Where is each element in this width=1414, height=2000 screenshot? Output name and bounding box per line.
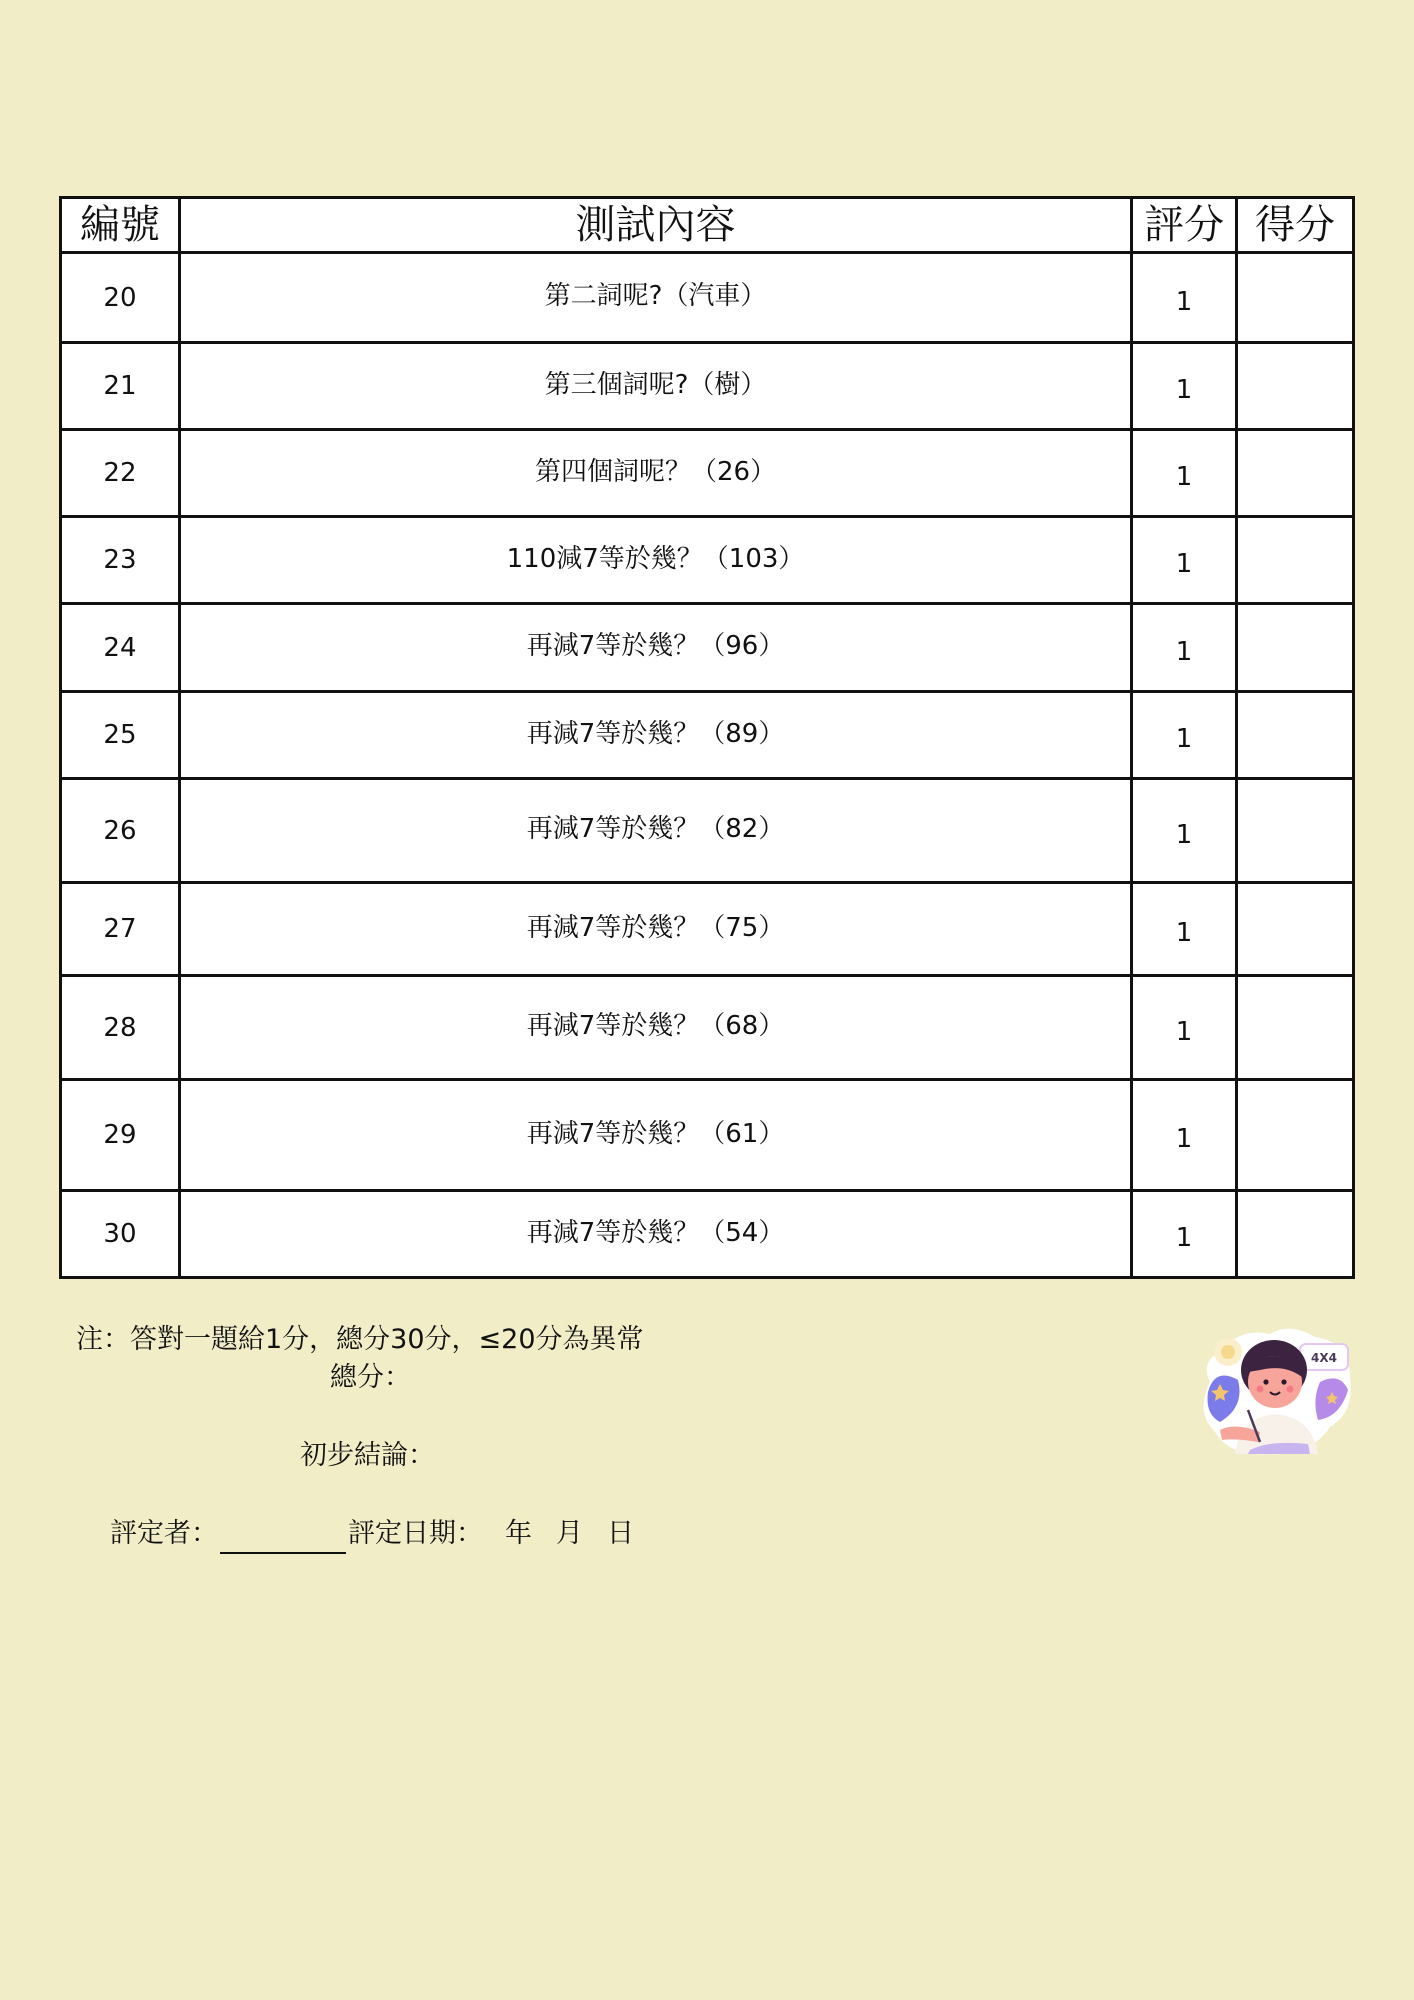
row-points: 1 <box>1132 883 1237 976</box>
row-number: 22 <box>61 430 180 517</box>
row-score-field[interactable] <box>1237 1191 1354 1278</box>
row-score-field[interactable] <box>1237 976 1354 1080</box>
table-row <box>61 1080 1354 1191</box>
row-score-field[interactable] <box>1237 692 1354 779</box>
row-content: 再減7等於幾？（68） <box>179 976 1131 1080</box>
row-points: 1 <box>1132 430 1237 517</box>
row-content: 110減7等於幾？（103） <box>179 517 1131 604</box>
row-content: 第二詞呢?（汽車） <box>179 253 1131 343</box>
row-points: 1 <box>1132 1080 1237 1191</box>
row-number: 27 <box>61 883 180 976</box>
table-row <box>61 430 1354 517</box>
conclusion-label: 初步結論： <box>300 1440 435 1471</box>
svg-text:4X4: 4X4 <box>1311 1351 1337 1365</box>
row-points: 1 <box>1132 253 1237 343</box>
table-row <box>61 779 1354 883</box>
row-content: 第四個詞呢？（26） <box>179 430 1131 517</box>
row-points: 1 <box>1132 604 1237 692</box>
row-content: 再減7等於幾？（89） <box>179 692 1131 779</box>
header-content: 測試內容 <box>179 198 1131 253</box>
date-year: 年 <box>505 1518 532 1549</box>
table-row <box>61 517 1354 604</box>
assessor-blank[interactable] <box>220 1522 346 1554</box>
row-score-field[interactable] <box>1237 253 1354 343</box>
assessor-label: 評定者： <box>110 1518 218 1549</box>
student-writing-sticker-icon <box>1190 1322 1360 1462</box>
scoring-rule-note: 注：答對一題給1分，總分30分，≤20分為異常 <box>76 1324 644 1355</box>
table-row <box>61 976 1354 1080</box>
date-month: 月 <box>556 1518 583 1549</box>
table-row <box>61 343 1354 430</box>
row-content: 第三個詞呢?（樹） <box>179 343 1131 430</box>
row-number: 30 <box>61 1191 180 1278</box>
row-score-field[interactable] <box>1237 430 1354 517</box>
date-day: 日 <box>607 1518 634 1549</box>
row-number: 20 <box>61 253 180 343</box>
row-number: 29 <box>61 1080 180 1191</box>
table-row <box>61 253 1354 343</box>
table-header-row <box>61 198 1354 253</box>
row-score-field[interactable] <box>1237 517 1354 604</box>
row-points: 1 <box>1132 517 1237 604</box>
test-table <box>59 196 1355 1279</box>
row-number: 21 <box>61 343 180 430</box>
assessor-line <box>110 1514 634 1554</box>
row-score-field[interactable] <box>1237 779 1354 883</box>
header-number: 編號 <box>61 198 180 253</box>
row-content: 再減7等於幾？（54） <box>179 1191 1131 1278</box>
row-number: 24 <box>61 604 180 692</box>
row-score-field[interactable] <box>1237 604 1354 692</box>
table-row <box>61 692 1354 779</box>
row-points: 1 <box>1132 343 1237 430</box>
row-number: 28 <box>61 976 180 1080</box>
row-content: 再減7等於幾？（96） <box>179 604 1131 692</box>
total-score-label: 總分： <box>330 1362 411 1393</box>
row-number: 25 <box>61 692 180 779</box>
row-points: 1 <box>1132 692 1237 779</box>
row-number: 26 <box>61 779 180 883</box>
row-score-field[interactable] <box>1237 1080 1354 1191</box>
row-score-field[interactable] <box>1237 883 1354 976</box>
date-label: 評定日期： <box>348 1518 483 1549</box>
row-content: 再減7等於幾？（61） <box>179 1080 1131 1191</box>
header-score: 得分 <box>1237 198 1354 253</box>
row-points: 1 <box>1132 976 1237 1080</box>
header-points: 評分 <box>1132 198 1237 253</box>
row-number: 23 <box>61 517 180 604</box>
row-content: 再減7等於幾？（75） <box>179 883 1131 976</box>
row-score-field[interactable] <box>1237 343 1354 430</box>
row-content: 再減7等於幾？（82） <box>179 779 1131 883</box>
row-points: 1 <box>1132 1191 1237 1278</box>
table-row <box>61 883 1354 976</box>
table-row <box>61 1191 1354 1278</box>
row-points: 1 <box>1132 779 1237 883</box>
table-row <box>61 604 1354 692</box>
